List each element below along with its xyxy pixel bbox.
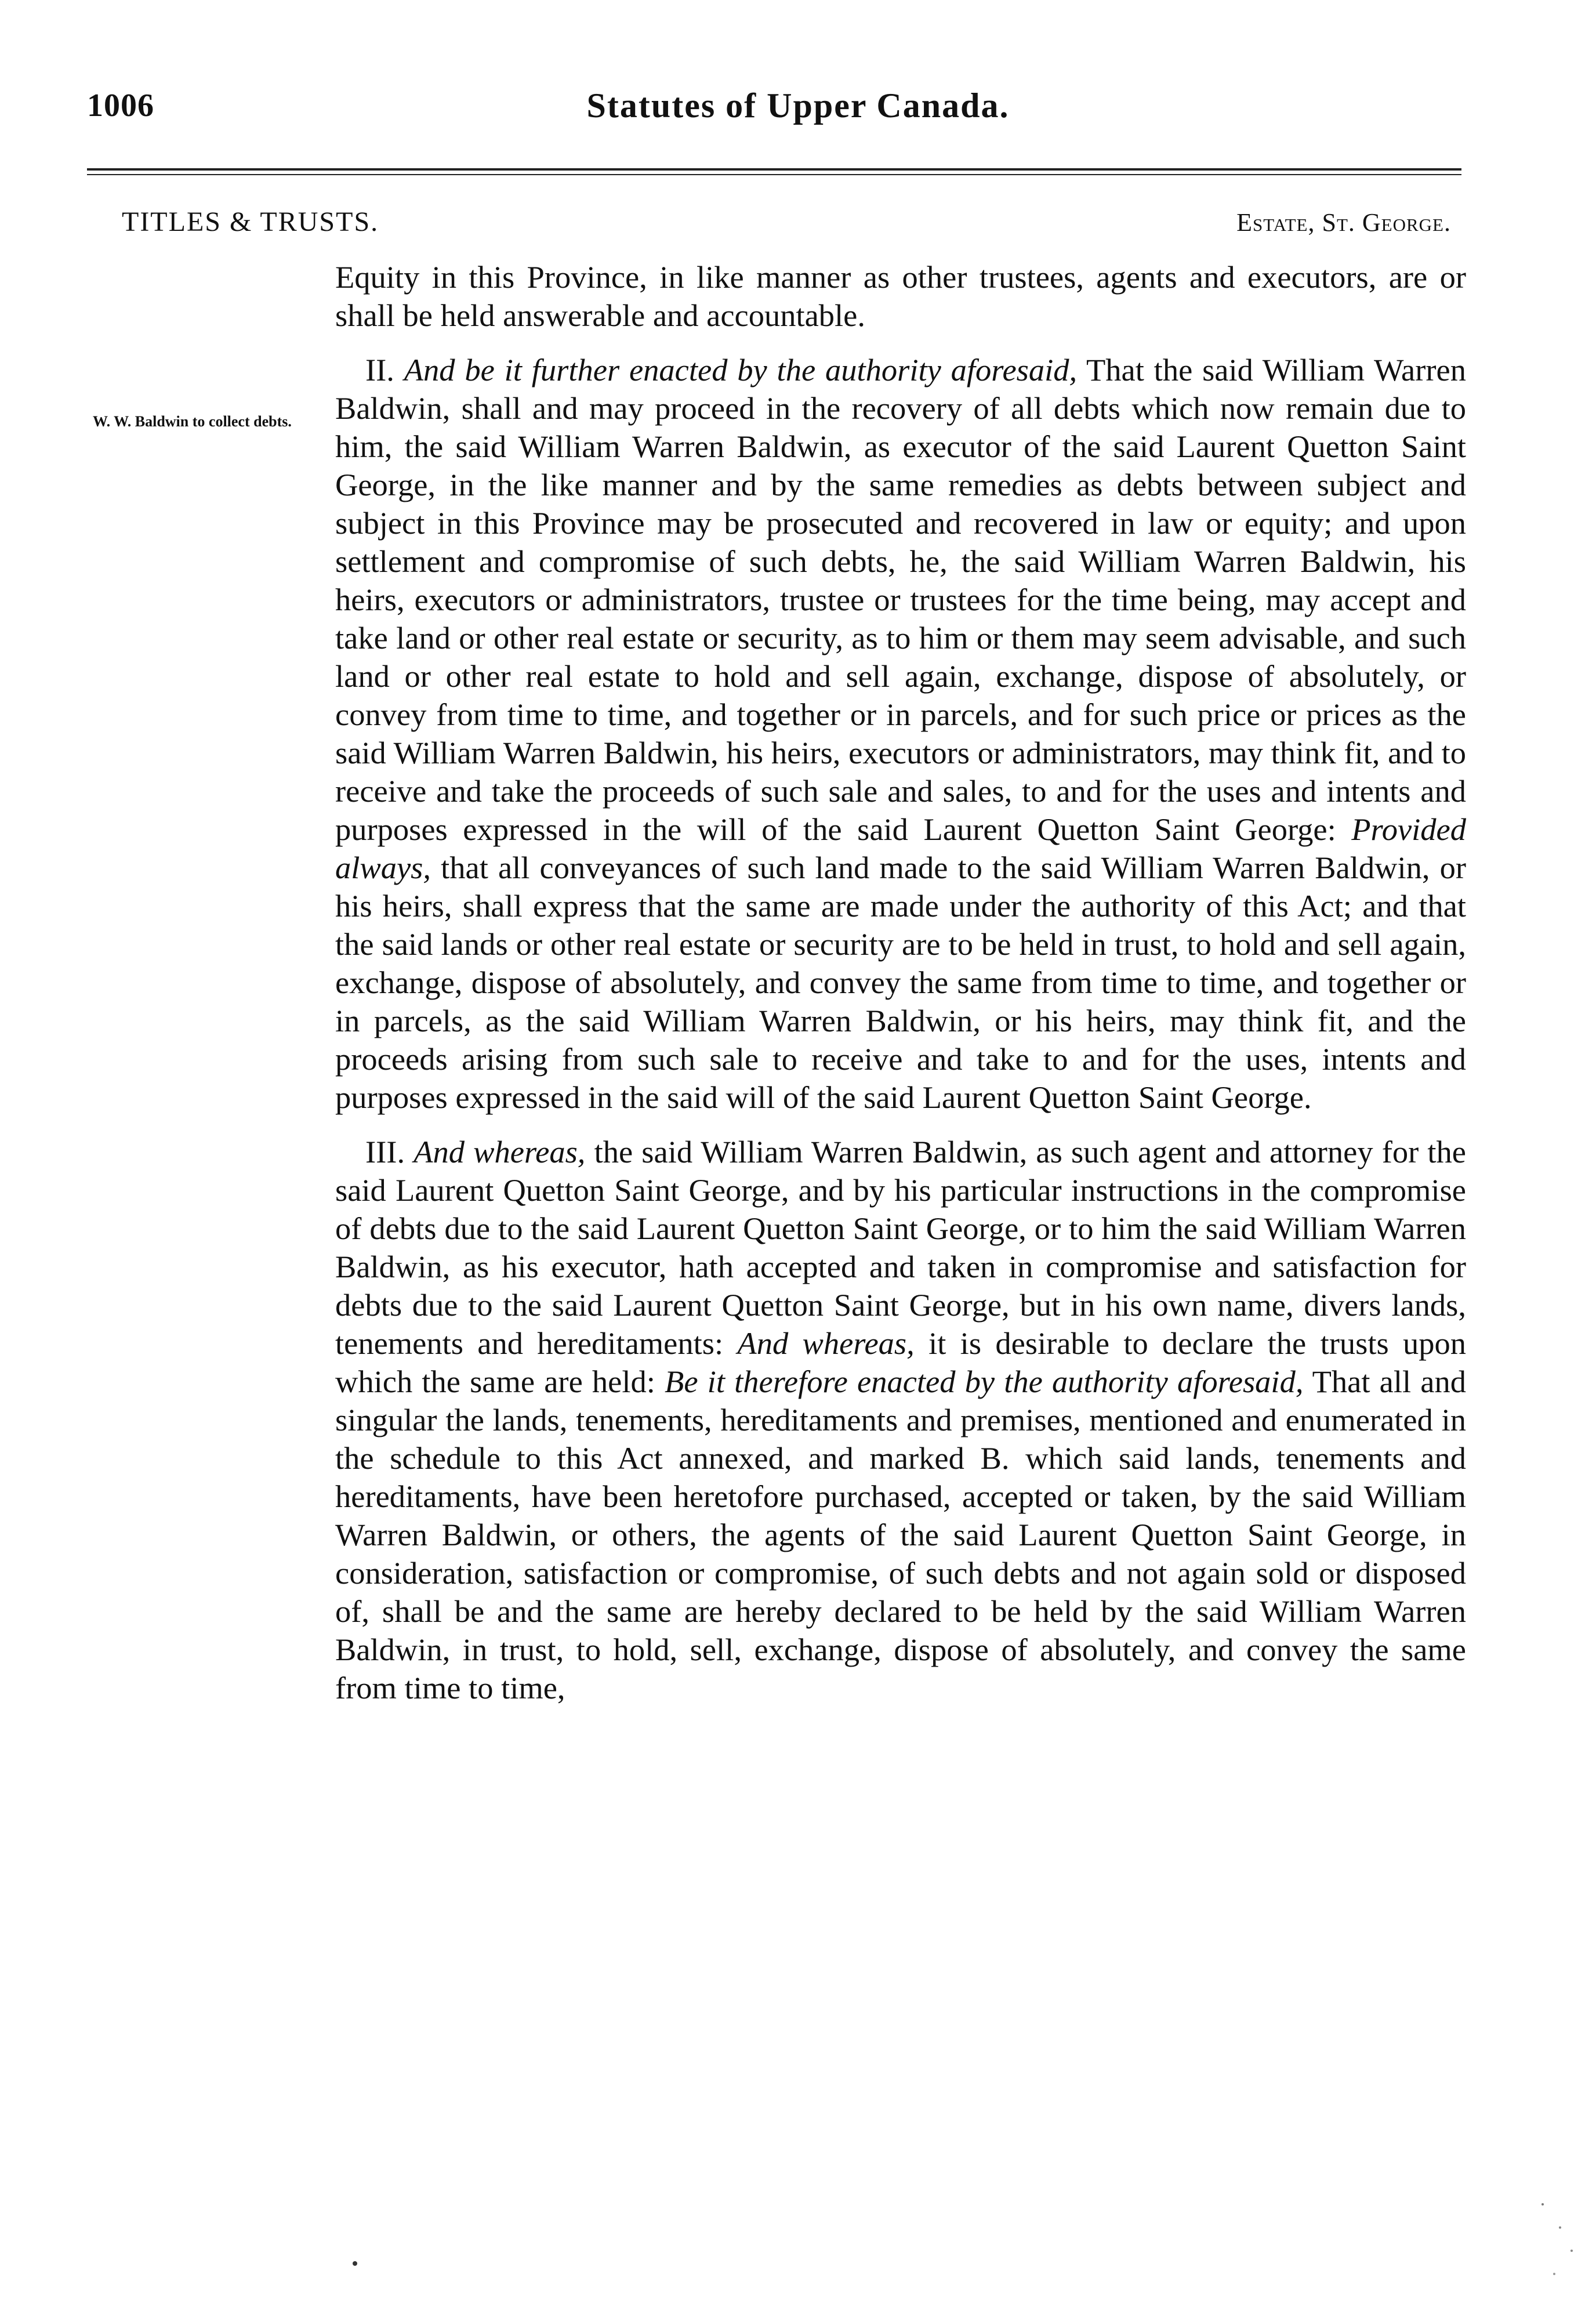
enacting-clause-2: Be it therefore enacted by the authority aforesaid, — [665, 1364, 1304, 1399]
margin-note: W. W. Baldwin to collect debts. — [93, 413, 292, 430]
section-ii-text-cont: that all conveyances of such land made to the said William Warren Baldwin, or his heirs, shall express that the same are made under the authority of this Act; and that the said lands or other real estate or security are to be held in trust, to hold and sell again, exchange, dispose of absolutely, and convey the same from time to time, and together or in parcels, as the said William Warren Baldwin, or his heirs, may think fit, and the proceeds arising from such sale to receive and take to and for the uses, intents and purposes expressed in the said will of the said Laurent Quetton Saint George. — [335, 850, 1466, 1115]
page-specks — [0, 2146, 1596, 2307]
section-number: III. — [365, 1134, 414, 1169]
proviso-clause: Provided always, — [335, 812, 1466, 885]
section-iii-paragraph — [335, 1133, 1466, 1707]
whereas-clause: And whereas, — [413, 1134, 586, 1169]
section-ii-paragraph — [335, 351, 1466, 1117]
section-ii-text: That the said William Warren Baldwin, shall and may proceed in the recovery of all debts which now remain due to him, the said William Warren Baldwin, as executor of the said Laurent Quetton Saint George, in the like manner and by the same remedies as debts between subject and subject in this Province may be prosecuted and recovered in law or equity; and upon settlement and compromise of such debts, he, the said William Warren Baldwin, his heirs, executors or administrators, trustee or trustees for the time being, may accept and take land or other real estate or security, as to him or them may seem advisable, and such land or other real estate to hold and sell again, exchange, dispose of absolutely, or convey from time to time, and together or in parcels, and for such price or prices as the said William Warren Baldwin, his heirs, executors or administrators, may think fit, and to receive and take the proceeds of such sale and sales, to and for the uses and intents and purposes expressed in the will of the said Laurent Quetton Saint George: — [335, 352, 1466, 847]
body-text — [335, 258, 1466, 1707]
running-head: Statutes of Upper Canada. — [586, 86, 1010, 125]
paragraph-continuation: Equity in this Province, in like manner as other trustees, agents and executors, are or shall be held answerable and accountable. — [335, 259, 1466, 333]
header-rule — [87, 168, 1461, 175]
section-iii-text-cont-2: That all and singular the lands, tenements, hereditaments and premises, mentioned and enumerated in the schedule to this Act annexed, and marked B. which said lands, tenements and hereditaments, have been heretofore purchased, accepted or taken, by the said William Warren Baldwin, or others, the agents of the said Laurent Quetton Saint George, in consideration, satisfaction or compromise, of such debts and not again sold or disposed of, shall be and the same are hereby declared to be held by the said William Warren Baldwin, in trust, to hold, sell, exchange, dispose of absolutely, and convey the same from time to time, — [335, 1364, 1466, 1705]
section-title-right: Estate, St. George. — [1236, 208, 1451, 237]
section-iii-text-cont: it is desirable to declare the trusts upon which the same are held: — [335, 1325, 1466, 1399]
page-number: 1006 — [87, 88, 154, 124]
enacting-clause: And be it further enacted by the authority aforesaid, — [404, 352, 1078, 387]
section-title-left: TITLES & TRUSTS. — [122, 207, 379, 237]
section-number: II. — [365, 352, 404, 387]
whereas-clause-2: And whereas, — [737, 1325, 915, 1361]
section-iii-text: the said William Warren Baldwin, as such agent and attorney for the said Laurent Quetton Saint George, and by his particular instructions in the compromise of debts due to the said Laurent Quetton Saint George, or to him the said William Warren Baldwin, as his executor, hath accepted and taken in compromise and satisfaction for debts due to the said Laurent Quetton Saint George, but in his own name, divers lands, tenements and hereditaments: — [335, 1134, 1466, 1361]
